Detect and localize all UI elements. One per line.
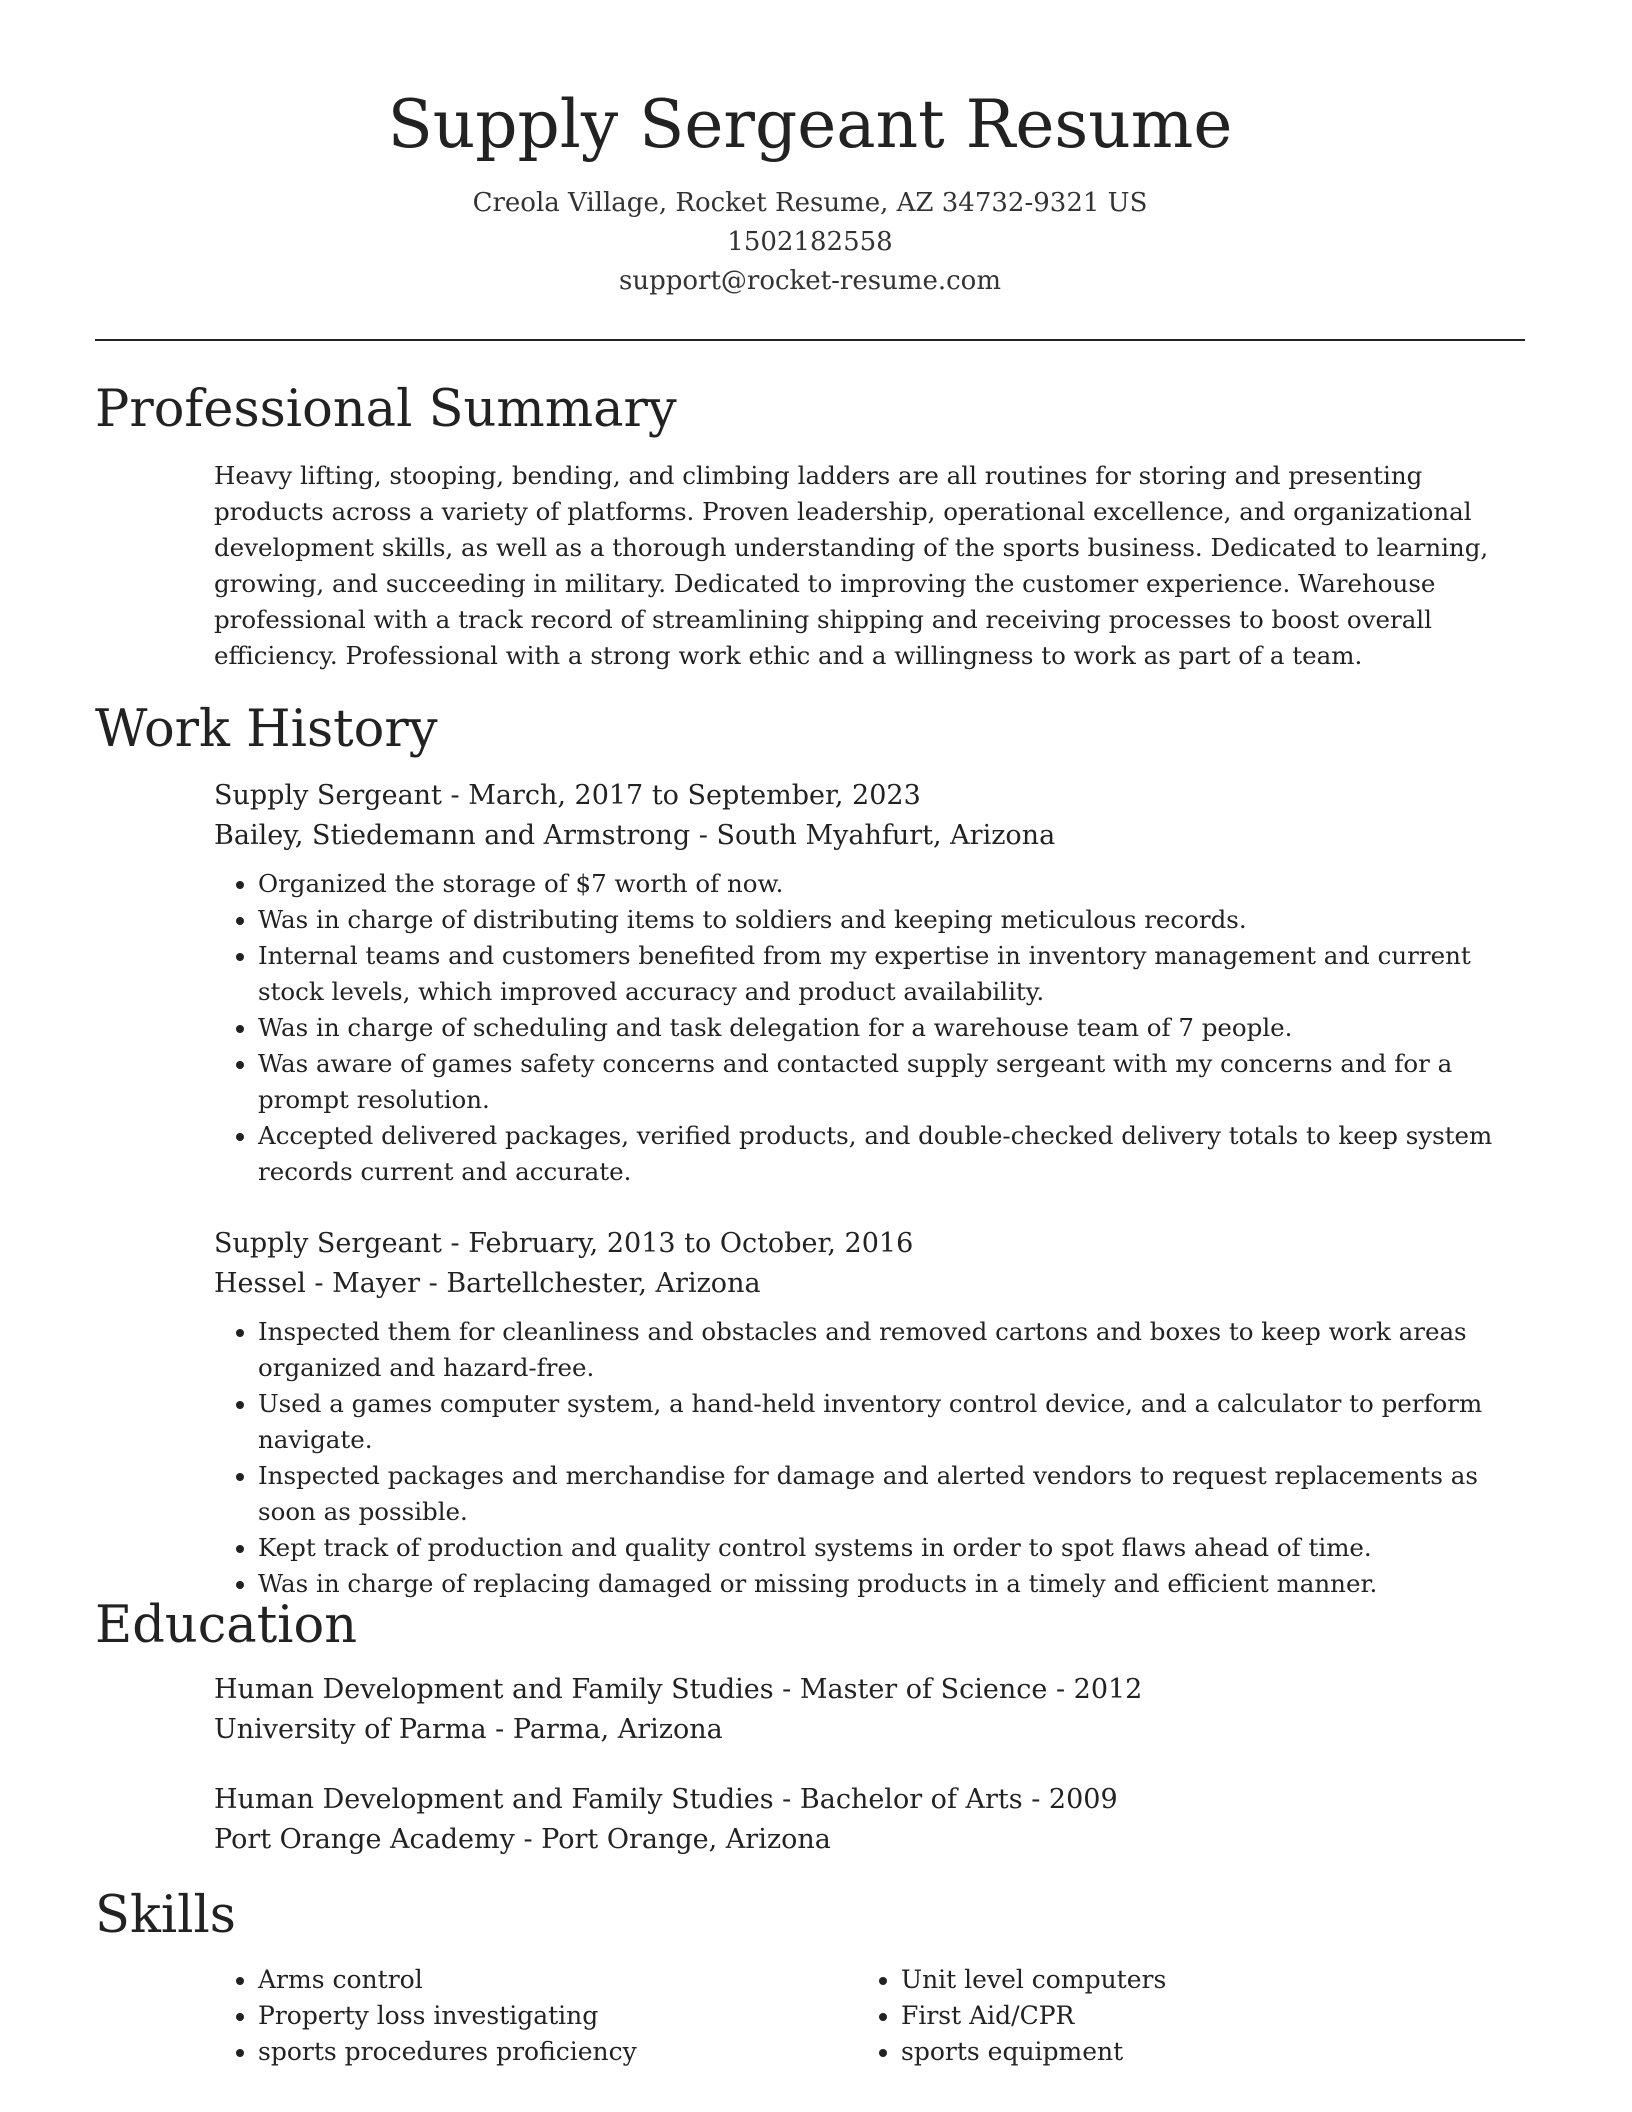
education-degree: Human Development and Family Studies - Bachelor of Arts — [214, 1784, 1023, 1815]
education-year: - 2009 — [1022, 1784, 1118, 1815]
education-location: - Port Orange, Arizona — [514, 1824, 831, 1855]
job-bullets — [214, 1314, 1530, 1602]
education-school-line — [214, 1820, 1530, 1860]
job-entry — [214, 1224, 1530, 1602]
skill-item: • Unit level computers — [901, 1962, 1500, 1998]
skills-column-right — [857, 1962, 1500, 2070]
job-dates: - March, 2017 to September, 2023 — [441, 780, 921, 811]
job-title-line — [214, 776, 1530, 816]
job-bullet: • Was aware of games safety concerns and contacted supply sergeant with my concerns and for a prompt resolution. — [258, 1046, 1530, 1118]
job-location: - South Myahfurt, Arizona — [690, 820, 1056, 851]
job-entry — [214, 776, 1530, 1190]
job-company-line — [214, 1264, 1530, 1304]
job-company: Bailey, Stiedemann and Armstrong — [214, 820, 691, 851]
education-degree-line — [214, 1780, 1530, 1820]
section-title-education: Education — [95, 1596, 358, 1655]
job-bullet: • Inspected packages and merchandise for damage and alerted vendors to request replacements as soon as possible. — [258, 1458, 1530, 1530]
section-title-skills: Skills — [95, 1886, 236, 1945]
education-degree: Human Development and Family Studies - Master of Science — [214, 1674, 1048, 1705]
resume-title: Supply Sergeant Resume — [387, 86, 1233, 163]
contact-address: Creola Village, Rocket Resume, AZ 34732-9321 US — [472, 188, 1148, 218]
job-dates: - February, 2013 to October, 2016 — [441, 1228, 914, 1259]
job-bullet: • Kept track of production and quality control systems in order to spot flaws ahead of time. — [258, 1530, 1530, 1566]
skill-item: • First Aid/CPR — [901, 1998, 1500, 2034]
education-location: - Parma, Arizona — [486, 1714, 723, 1745]
education-school-line — [214, 1710, 1530, 1750]
job-bullet: • Organized the storage of $7 worth of now. — [258, 866, 1530, 902]
job-bullet: • Inspected them for cleanliness and obstacles and removed cartons and boxes to keep work areas organized and hazard-free. — [258, 1314, 1530, 1386]
education-year: - 2012 — [1047, 1674, 1143, 1705]
skill-item: • Property loss investigating — [258, 1998, 857, 2034]
job-bullet: • Was in charge of replacing damaged or missing products in a timely and efficient manner. — [258, 1566, 1530, 1602]
job-title: Supply Sergeant — [214, 780, 442, 811]
education-school: Port Orange Academy — [214, 1824, 515, 1855]
job-bullet: • Internal teams and customers benefited from my expertise in inventory management and current stock levels, which improved accuracy and product availability. — [258, 938, 1530, 1010]
job-bullet: • Accepted delivered packages, verified products, and double-checked delivery totals to keep system records current and accurate. — [258, 1118, 1530, 1190]
education-degree-line — [214, 1670, 1530, 1710]
header-divider — [95, 339, 1525, 341]
contact-phone: 1502182558 — [727, 227, 893, 257]
skill-item: • sports procedures proficiency — [258, 2034, 857, 2070]
job-location: - Bartellchester, Arizona — [420, 1268, 761, 1299]
contact-email: support@rocket-resume.com — [618, 266, 1001, 296]
job-bullet: • Was in charge of distributing items to soldiers and keeping meticulous records. — [258, 902, 1530, 938]
resume-header — [95, 80, 1525, 301]
summary-text: Heavy lifting, stooping, bending, and climbing ladders are all routines for storing and presenting products across a variety of platforms. Proven leadership, operational excellence, and organizational development skills, as well as a thorough understanding of the sports business. Dedicated to learning, growing, and succeeding in military. Dedicated to improving the customer experience. Warehouse professional with a track record of streamlining shipping and receiving processes to boost overall efficiency. Professional with a strong work ethic and a willingness to work as part of a team. — [214, 461, 1489, 670]
skill-item: • sports equipment — [901, 2034, 1500, 2070]
job-title: Supply Sergeant — [214, 1228, 442, 1259]
job-bullet: • Was in charge of scheduling and task delegation for a warehouse team of 7 people. — [258, 1010, 1530, 1046]
section-title-work-history: Work History — [95, 700, 438, 759]
job-company-line — [214, 816, 1530, 856]
skills-block — [214, 1962, 1530, 2070]
education-entry — [214, 1670, 1530, 1750]
education-school: University of Parma — [214, 1714, 487, 1745]
section-title-summary: Professional Summary — [95, 380, 677, 439]
summary-block — [214, 458, 1530, 674]
skill-item: • Arms control — [258, 1962, 857, 1998]
skills-column-left — [214, 1962, 857, 2070]
skills-grid — [214, 1962, 1530, 2070]
job-bullet: • Used a games computer system, a hand-held inventory control device, and a calculator to perform navigate. — [258, 1386, 1530, 1458]
job-title-line — [214, 1224, 1530, 1264]
job-company: Hessel - Mayer — [214, 1268, 421, 1299]
education-entry — [214, 1780, 1530, 1860]
job-bullets — [214, 866, 1530, 1190]
